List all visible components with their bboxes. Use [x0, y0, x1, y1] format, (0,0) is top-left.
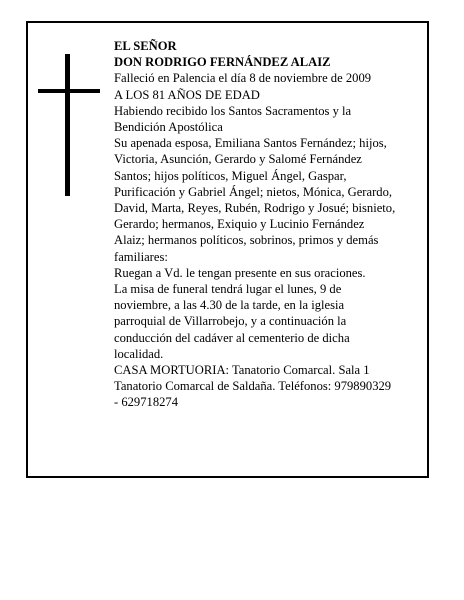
- cross-icon: [38, 54, 100, 196]
- obituary-text: [114, 38, 396, 411]
- funeral-home-paragraph: CASA MORTUORIA: Tanatorio Comarcal. Sala 1 Tanatorio Comarcal de Saldaña. Teléfonos: 979890329 - 629718274: [114, 363, 392, 410]
- age-line: A LOS 81 AÑOS DE EDAD: [114, 87, 260, 102]
- cross-vertical-bar: [65, 54, 70, 196]
- family-paragraph: Su apenada esposa, Emiliana Santos Fernández; hijos, Victoria, Asunción, Gerardo y Salomé Fernández Santos; hijos políticos, Miguel Ángel, Gaspar, Purificación y Gabriel Ángel; nietos, Mónica, Gerardo, David, Marta, Reyes, Rubén, Rodrigo y Josué; bisnieto, Gerardo; hermanos, Exiquio y Lucinio Fernández Alaiz; hermanos políticos, sobrinos, primos y demás familiares:: [114, 136, 396, 264]
- death-date-line: Falleció en Palencia el día 8 de noviembre de 2009: [114, 71, 372, 86]
- prayer-request-paragraph: Ruegan a Vd. le tengan presente en sus oraciones.: [114, 265, 366, 280]
- cross-horizontal-bar: [38, 89, 100, 93]
- funeral-mass-paragraph: La misa de funeral tendrá lugar el lunes, 9 de noviembre, a las 4.30 de la tarde, en la iglesia parroquial de Villarrobejo, y a continuación la conducción del cadáver al cementerio de dicha localidad.: [114, 282, 350, 361]
- deceased-name: DON RODRIGO FERNÁNDEZ ALAIZ: [114, 55, 331, 70]
- deceased-title: EL SEÑOR: [114, 39, 177, 53]
- sacraments-paragraph: Habiendo recibido los Santos Sacramentos y la Bendición Apostólica: [114, 103, 352, 135]
